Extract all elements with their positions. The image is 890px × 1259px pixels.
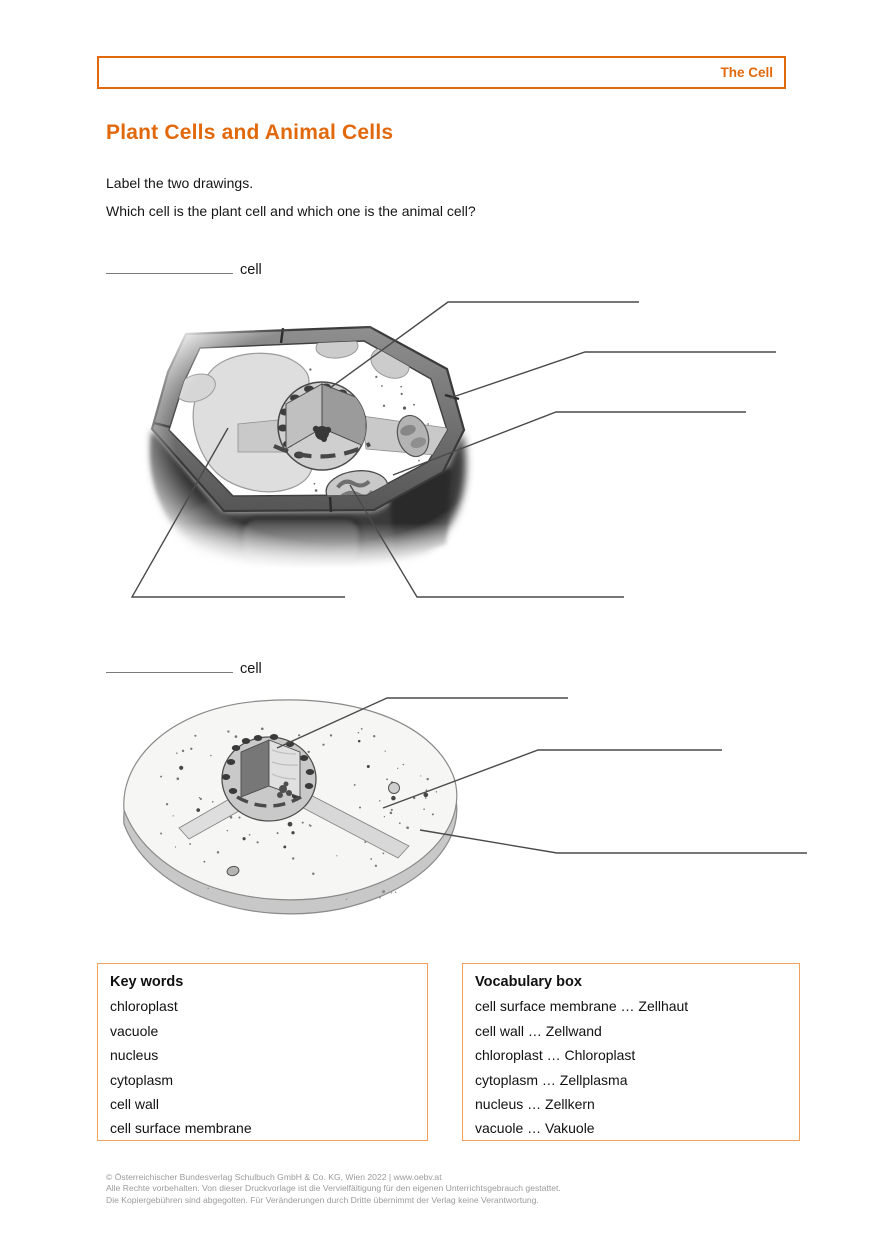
page-title: Plant Cells and Animal Cells xyxy=(106,121,394,144)
instruction-line-1: Label the two drawings. xyxy=(106,175,254,191)
footer-copyright xyxy=(106,1172,561,1206)
edge-vignette xyxy=(114,286,552,584)
vocabulary-item: chloroplast … Chloroplast xyxy=(475,1047,636,1064)
key-word-item: nucleus xyxy=(110,1047,159,1064)
footer-line: Die Kopiergebühren sind abgegolten. Für Veränderungen durch Dritte übernimmt der Verlag keine Verantwortung. xyxy=(106,1194,539,1205)
plant-cell-illustration xyxy=(0,285,890,610)
key-word-item: cell surface membrane xyxy=(110,1120,252,1137)
vocabulary-box xyxy=(462,963,800,1141)
key-words-title: Key words xyxy=(110,974,184,990)
vesicle xyxy=(389,783,400,794)
header-chapter-label: The Cell xyxy=(720,65,773,80)
vocabulary-item: cell wall … Zellwand xyxy=(475,1022,602,1039)
vocabulary-item: cytoplasm … Zellplasma xyxy=(475,1071,628,1088)
vocabulary-title: Vocabulary box xyxy=(475,974,582,990)
answer-blank-plant[interactable] xyxy=(106,260,233,274)
plant-cell-answer-row xyxy=(106,260,262,278)
key-words-box xyxy=(97,963,428,1141)
vocabulary-item: cell surface membrane … Zellhaut xyxy=(475,998,689,1015)
label-line-animal-membrane xyxy=(420,830,807,853)
animal-blank-suffix: cell xyxy=(240,661,262,677)
plant-blank-suffix: cell xyxy=(240,262,262,278)
vocabulary-item: vacuole … Vakuole xyxy=(475,1120,595,1137)
key-word-item: cell wall xyxy=(110,1096,160,1113)
footer-line: Alle Rechte vorbehalten. Von dieser Druckvorlage ist die Vervielfältigung für den eigenen Unterrichtsgebrauch gestattet. xyxy=(106,1183,561,1194)
vocabulary-item: nucleus … Zellkern xyxy=(475,1096,595,1113)
key-word-item: chloroplast xyxy=(110,998,178,1015)
footer-line: © Österreichischer Bundesverlag Schulbuch GmbH & Co. KG, Wien 2022 | www.oebv.at xyxy=(106,1172,442,1182)
instruction-line-2: Which cell is the plant cell and which one is the animal cell? xyxy=(106,203,476,219)
answer-blank-animal[interactable] xyxy=(106,659,233,673)
key-word-item: cytoplasm xyxy=(110,1071,174,1088)
header-box xyxy=(97,56,786,89)
key-word-item: vacuole xyxy=(110,1022,159,1039)
animal-cell-answer-row xyxy=(106,659,262,677)
animal-cell-illustration xyxy=(0,682,890,930)
